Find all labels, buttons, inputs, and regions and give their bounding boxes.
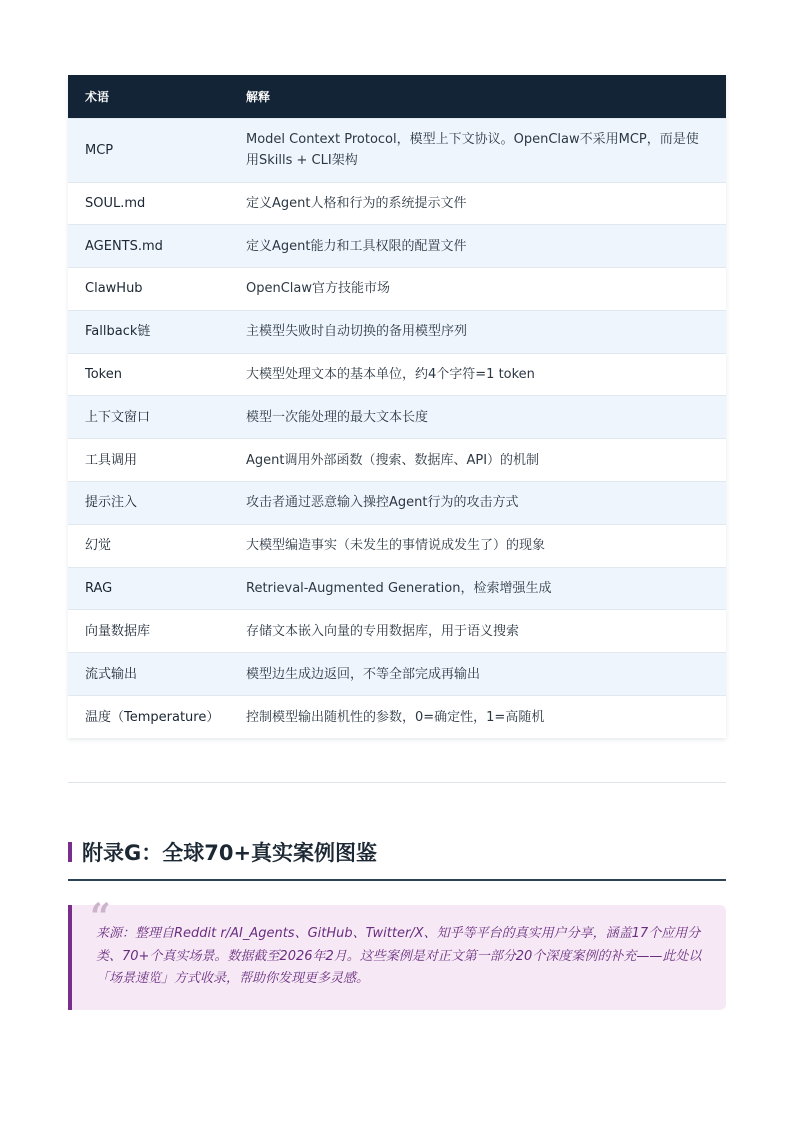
term-cell: 流式输出 xyxy=(68,653,236,696)
header-term: 术语 xyxy=(68,75,236,118)
term-cell: Fallback链 xyxy=(68,310,236,353)
term-cell: RAG xyxy=(68,567,236,610)
definition-cell: Agent调用外部函数（搜索、数据库、API）的机制 xyxy=(236,439,726,482)
definition-cell: Retrieval-Augmented Generation，检索增强生成 xyxy=(236,567,726,610)
definition-cell: 攻击者通过恶意输入操控Agent行为的攻击方式 xyxy=(236,482,726,525)
term-cell: ClawHub xyxy=(68,268,236,311)
term-cell: 提示注入 xyxy=(68,482,236,525)
table-row xyxy=(68,182,726,225)
glossary-table xyxy=(68,75,726,738)
table-row xyxy=(68,696,726,739)
table-row xyxy=(68,482,726,525)
table-row xyxy=(68,268,726,311)
table-row xyxy=(68,567,726,610)
definition-cell: 大模型编造事实（未发生的事情说成发生了）的现象 xyxy=(236,524,726,567)
source-quote-text: 来源：整理自Reddit r/AI_Agents、GitHub、Twitter/X、知乎等平台的真实用户分享，涵盖17个应用分类、70+个真实场景。数据截至2026年2月。这些案例是对正文第一部分20个深度案例的补充——此处以「场景速览」方式收录，帮助你发现更多灵感。 xyxy=(96,926,702,986)
table-row xyxy=(68,118,726,182)
table-row xyxy=(68,353,726,396)
table-row xyxy=(68,396,726,439)
appendix-title: 附录G：全球70+真实案例图鉴 xyxy=(82,841,378,865)
quote-mark-icon: “ xyxy=(90,896,111,938)
heading-accent-bar xyxy=(68,842,72,862)
definition-cell: 模型一次能处理的最大文本长度 xyxy=(236,396,726,439)
table-row xyxy=(68,310,726,353)
table-row xyxy=(68,439,726,482)
source-quote-box xyxy=(68,896,726,1010)
term-cell: 温度（Temperature） xyxy=(68,696,236,739)
header-definition: 解释 xyxy=(236,75,726,118)
definition-cell: 存储文本嵌入向量的专用数据库，用于语义搜索 xyxy=(236,610,726,653)
definition-cell: 模型边生成边返回，不等全部完成再输出 xyxy=(236,653,726,696)
definition-cell: 定义Agent人格和行为的系统提示文件 xyxy=(236,182,726,225)
term-cell: Token xyxy=(68,353,236,396)
table-row xyxy=(68,653,726,696)
definition-cell: Model Context Protocol，模型上下文协议。OpenClaw不采用MCP，而是使用Skills + CLI架构 xyxy=(236,118,726,182)
term-cell: 工具调用 xyxy=(68,439,236,482)
definition-cell: 大模型处理文本的基本单位，约4个字符=1 token xyxy=(236,353,726,396)
term-cell: AGENTS.md xyxy=(68,225,236,268)
table-header-row xyxy=(68,75,726,118)
definition-cell: 主模型失败时自动切换的备用模型序列 xyxy=(236,310,726,353)
term-cell: SOUL.md xyxy=(68,182,236,225)
definition-cell: OpenClaw官方技能市场 xyxy=(236,268,726,311)
definition-cell: 控制模型输出随机性的参数，0=确定性，1=高随机 xyxy=(236,696,726,739)
table-row xyxy=(68,225,726,268)
definition-cell: 定义Agent能力和工具权限的配置文件 xyxy=(236,225,726,268)
table-row xyxy=(68,524,726,567)
term-cell: 幻觉 xyxy=(68,524,236,567)
appendix-heading xyxy=(68,838,726,881)
table-row xyxy=(68,610,726,653)
term-cell: 上下文窗口 xyxy=(68,396,236,439)
term-cell: 向量数据库 xyxy=(68,610,236,653)
table-body xyxy=(68,118,726,738)
term-cell: MCP xyxy=(68,118,236,182)
section-divider xyxy=(68,782,726,783)
